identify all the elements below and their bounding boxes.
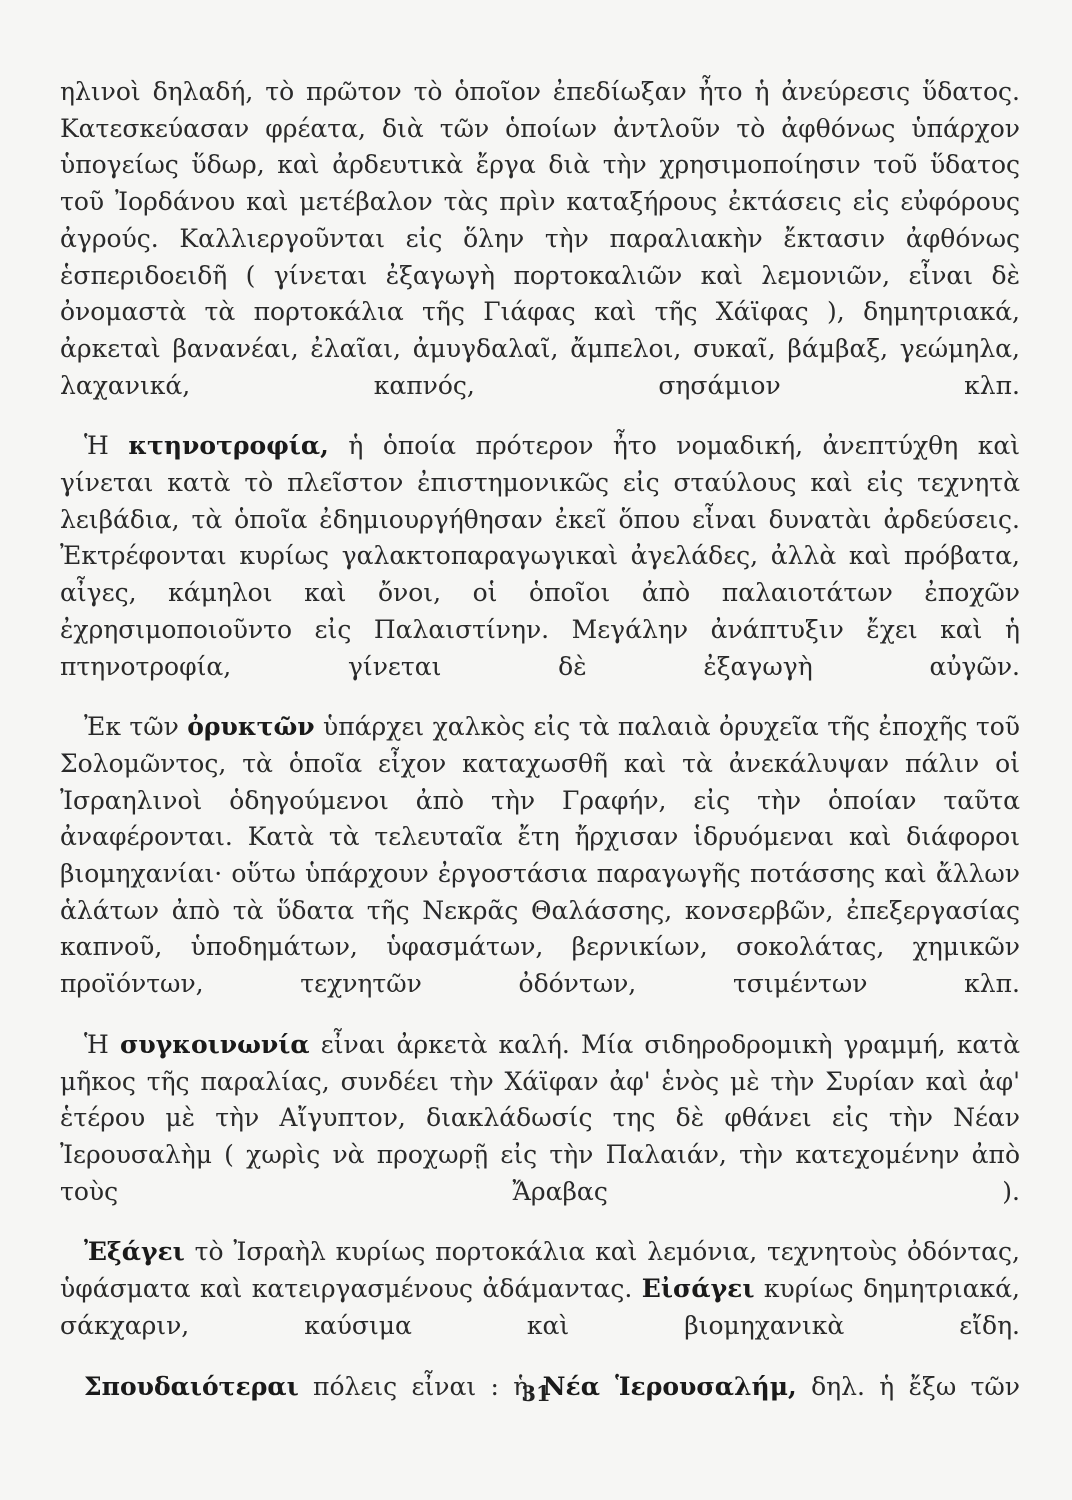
paragraph-trade [60, 1234, 1020, 1344]
cities-text-end: δηλ. ἡ ἔξω τῶν [811, 1371, 1020, 1401]
livestock-lead: Ἡ [84, 431, 109, 461]
imports-term: Εἰσάγει [641, 1274, 755, 1304]
transport-text: εἶναι ἀρκετὰ καλή. Μία σιδηροδρομικὴ γραμμή, κατὰ μῆκος τῆς παραλίας, συνδέει τὴν Χάϊφαν ἀφ' ἑνὸς μὲ τὴν Συρίαν καὶ ἀφ' ἑτέρου μὲ τὴν Αἴγυπτον, διακλάδωσίς της δὲ φθάνει εἰς τὴν Νέαν Ἰερουσαλὴμ ( χωρὶς νὰ προχωρῇ εἰς τὴν Παλαιάν, τὴν κατεχομένην ἀπὸ τοὺς Ἄραβας ). [60, 1029, 1020, 1206]
livestock-term: κτηνοτροφία, [128, 431, 329, 461]
paragraph-minerals [60, 709, 1020, 1003]
minerals-text: ὑπάρχει χαλκὸς εἰς τὰ παλαιὰ ὀρυχεῖα τῆς ἐποχῆς τοῦ Σολομῶντος, τὰ ὁποῖα εἶχον καταχωσθῆ καὶ τὰ ἀνεκάλυψαν πάλιν οἱ Ἰσραηλινοὶ ὁδηγούμενοι ἀπὸ τὴν Γραφήν, εἰς τὴν ὁποίαν ταῦτα ἀναφέρονται. Κατὰ τὰ τελευταῖα ἔτη ἤρχισαν ἱδρυόμεναι καὶ διάφοροι βιομηχανίαι· οὕτω ὑπάρχουν ἐργοστάσια παραγωγῆς ποτάσσης καὶ ἄλλων ἁλάτων ἀπὸ τὰ ὕδατα τῆς Νεκρᾶς Θαλάσσης, κονσερβῶν, ἐπεξεργασίας καπνοῦ, ὑποδημάτων, ὑφασμάτων, βερνικίων, σοκολάτας, χημικῶν προϊόντων, τεχνητῶν ὀδόντων, τσιμέντων κλπ. [60, 712, 1020, 999]
livestock-text: ἡ ὁποία πρότερον ἦτο νομαδική, ἀνεπτύχθη καὶ γίνεται κατὰ τὸ πλεῖστον ἐπιστημονικῶς εἰς σταύλους καὶ εἰς τεχνητὰ λειβάδια, τὰ ὁποῖα ἐδημιουργήθησαν ἐκεῖ ὅπου εἶναι δυνατὰι ἀρδεύσεις. Ἐκτρέφονται κυρίως γαλακτοπαραγωγικαὶ ἀγελάδες, ἀλλὰ καὶ πρόβατα, αἶγες, κάμηλοι καὶ ὄνοι, οἱ ὁποῖοι ἀπὸ παλαιοτάτων ἐποχῶν ἐχρησιμοποιοῦντο εἰς Παλαιστίνην. Μεγάλην ἀνάπτυξιν ἔχει καὶ ἡ πτηνοτροφία, γίνεται δὲ ἐξαγωγὴ αὐγῶν. [60, 431, 1021, 681]
minerals-term: ὀρυκτῶν [187, 712, 315, 742]
paragraph-irrigation-text: ηλινοὶ δηλαδή, τὸ πρῶτον τὸ ὁποῖον ἐπεδίωξαν ἦτο ἡ ἀνεύρεσις ὕδατος. Κατεσκεύασαν φρέατα, διὰ τῶν ὁποίων ἀντλοῦν τὸ ἀφθόνως ὑπάρχον ὑπογείως ὕδωρ, καὶ ἀρδευτικὰ ἔργα διὰ τὴν χρησιμοποίησιν τοῦ ὕδατος τοῦ Ἰορδάνου καὶ μετέβαλον τὰς πρὶν καταξήρους ἐκτάσεις εἰς εὐφόρους ἀγρούς. Καλλιεργοῦνται εἰς ὅλην τὴν παραλιακὴν ἔκτασιν ἀφθόνως ἑσπεριδοειδῆ ( γίνεται ἐξαγωγὴ πορτοκαλιῶν καὶ λεμονιῶν, εἶναι δὲ ὀνομαστὰ τὰ πορτοκάλια τῆς Γιάφας καὶ τῆς Χάϊφας ), δημητριακά, ἀρκεταὶ βανανέαι, ἐλαῖαι, ἀμυγδαλαῖ, ἄμπελοι, συκαῖ, βάμβαξ, γεώμηλα, λαχανικά, καπνός, σησάμιον κλπ. [60, 77, 1020, 400]
paragraph-livestock [60, 428, 1020, 685]
page-body [60, 74, 1020, 1405]
transport-term: συγκοινωνία [119, 1029, 310, 1059]
minerals-lead: Ἐκ τῶν [84, 712, 179, 742]
exports-term: Ἐξάγει [84, 1237, 185, 1267]
imports-text: κυρίως δημητριακά, σάκχαριν, καύσιμα καὶ βιομηχανικὰ εἴδη. [60, 1274, 1020, 1340]
cities-term: Σπουδαιότεραι [84, 1371, 299, 1401]
city-name: Νέα Ἱερουσαλήμ, [542, 1371, 797, 1401]
paragraph-irrigation [60, 74, 1020, 404]
page-number: 31 [521, 1381, 551, 1406]
paragraph-transport [60, 1027, 1020, 1211]
transport-lead: Ἡ [84, 1029, 109, 1059]
exports-text: τὸ Ἰσραὴλ κυρίως πορτοκάλια καὶ λεμόνια, τεχνητοὺς ὀδόντας, ὑφάσματα καὶ κατειργασμένους ἀδάμαντας. [60, 1237, 1020, 1304]
cities-text: πόλεις εἶναι : ἡ [313, 1371, 529, 1401]
